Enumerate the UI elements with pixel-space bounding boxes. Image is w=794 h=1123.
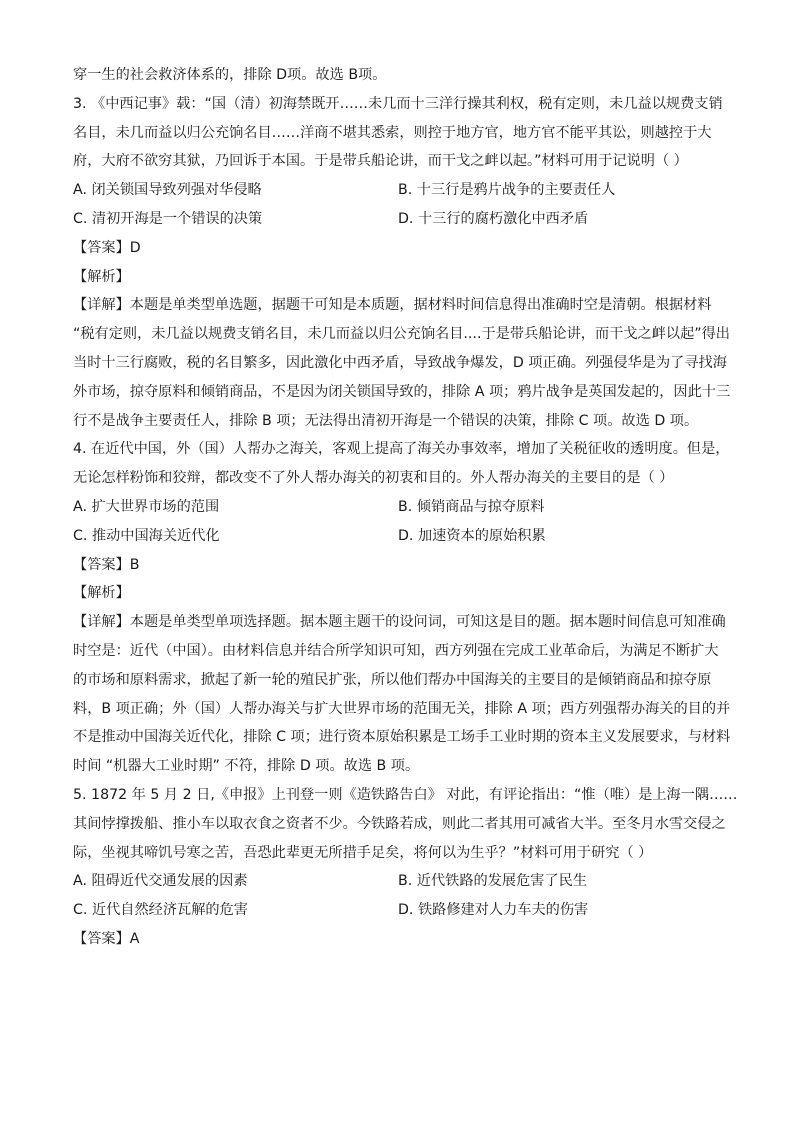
analysis-label: 【解析】 bbox=[73, 585, 130, 602]
option-d: D. 十三行的腐朽激化中西矛盾 bbox=[398, 210, 589, 227]
option-d: D. 加速资本的原始积累 bbox=[398, 527, 546, 544]
option-d: D. 铁路修建对人力车夫的伤害 bbox=[398, 902, 589, 919]
answer-line: 【答案】D bbox=[73, 239, 141, 256]
options-row bbox=[73, 524, 723, 548]
question-stem-line: 际，坐视其啼饥号寒之苦，吾恐此辈更无所措手足矣，将何以为生乎？”材料可用于研究（ ） bbox=[73, 844, 653, 861]
question-3 bbox=[73, 92, 731, 433]
detail-line: 料，B 项正确；外（国）人帮办海关与扩大世界市场的范围无关，排除 A 项；西方列强帮办海关的目的并 bbox=[73, 700, 731, 717]
detail-line: 不是推动中国海关近代化，排除 C 项；进行资本原始积累是工场手工业时期的资本主义发展要求，与材料 bbox=[73, 729, 731, 746]
answer-line: 【答案】A bbox=[73, 930, 140, 947]
option-c: C. 清初开海是一个错误的决策 bbox=[73, 210, 263, 227]
question-stem-line: 府，大府不欲穷其狱，乃回诉于本国。于是带兵船论讲，而干戈之衅以起。”材料可用于记说明（ ） bbox=[73, 153, 688, 170]
detail-line: “税有定则，未几益以规费支销名目，未几而益以归公充饷名目....于是带兵船论讲，而干戈之衅以起”得出 bbox=[73, 326, 730, 343]
question-stem-line: 4. 在近代中国，外（国）人帮办之海关，客观上提高了海关办事效率，增加了关税征收的透明度。但是， bbox=[73, 441, 730, 458]
option-b: B. 近代铁路的发展危害了民生 bbox=[398, 873, 588, 890]
option-a: A. 阻碍近代交通发展的因素 bbox=[73, 873, 248, 890]
detail-line: 当时十三行腐败，税的名目繁多，因此激化中西矛盾，导致战争爆发，D 项正确。列强侵华是为了寻找海 bbox=[73, 354, 727, 371]
detail-line: 行不是战争主要责任人，排除 B 项；无法得出清初开海是一个错误的决策，排除 C 项。故选 D 项。 bbox=[73, 412, 699, 429]
options-row bbox=[73, 869, 723, 893]
question-4 bbox=[73, 437, 731, 778]
detail-line: 时空是：近代（中国）。由材料信息并结合所学知识可知，西方列强在完成工业革命后，为满足不断扩大 bbox=[73, 642, 719, 659]
option-a: A. 闭关锁国导致列强对华侵略 bbox=[73, 182, 262, 199]
option-a: A. 扩大世界市场的范围 bbox=[73, 498, 220, 515]
options-row bbox=[73, 207, 723, 231]
question-stem-line: 5. 1872 年 5 月 2 日,《申报》上刊登一则《造铁路告白》 对此，有评论指出：“惟（唯）是上海一隅…… bbox=[73, 786, 738, 803]
options-row bbox=[73, 178, 723, 202]
option-c: C. 近代自然经济瓦解的危害 bbox=[73, 902, 248, 919]
option-b: B. 倾销商品与掠夺原料 bbox=[398, 498, 545, 515]
options-row bbox=[73, 898, 723, 922]
option-b: B. 十三行是鸦片战争的主要责任人 bbox=[398, 182, 616, 199]
detail-line: 外市场，掠夺原料和倾销商品，不是因为闭关锁国导致的，排除 A 项；鸦片战争是英国发起的，因此十三 bbox=[73, 383, 731, 400]
detail-line: 【详解】本题是单类型单项选择题。据本题主题干的设问词，可知这是目的题。据本题时间信息可知准确 bbox=[73, 614, 726, 631]
detail-line: 的市场和原料需求，掀起了新一轮的殖民扩张，所以他们帮办中国海关的主要目的是倾销商品和掠夺原 bbox=[73, 671, 712, 688]
option-c: C. 推动中国海关近代化 bbox=[73, 527, 220, 544]
question-5 bbox=[73, 783, 738, 951]
analysis-label: 【解析】 bbox=[73, 268, 130, 285]
options-row bbox=[73, 495, 723, 519]
question-stem-line: 名目，未几而益以归公充饷名目……洋商不堪其悉索，则控于地方官，地方官不能平其讼，则越控于大 bbox=[73, 124, 712, 141]
question-stem-line: 无论怎样粉饰和狡辩，都改变不了外人帮办海关的初衷和目的。外人帮办海关的主要目的是（ ） bbox=[73, 470, 674, 487]
detail-line: 【详解】本题是单类型单选题，据题干可知是本质题，据材料时间信息得出准确时空是清朝。根据材料 bbox=[73, 297, 712, 314]
text-line: 穿一生的社会救济体系的，排除 D项。故选 B项。 bbox=[73, 67, 387, 83]
question-stem-line: 其间悖撑拨船、推小车以取衣食之资者不少。今铁路若成，则此二者其用可减省大半。至冬月水雪交侵之 bbox=[73, 815, 726, 832]
detail-line: 时间 “机器大工业时期” 不符，排除 D 项。故选 B 项。 bbox=[73, 758, 420, 775]
question-stem-line: 3. 《中西记事》载：“国（清）初海禁既开……未几而十三洋行操其利权，税有定则，未几益以规费支销 bbox=[73, 95, 723, 112]
answer-line: 【答案】B bbox=[73, 556, 140, 573]
document-page bbox=[73, 63, 738, 956]
